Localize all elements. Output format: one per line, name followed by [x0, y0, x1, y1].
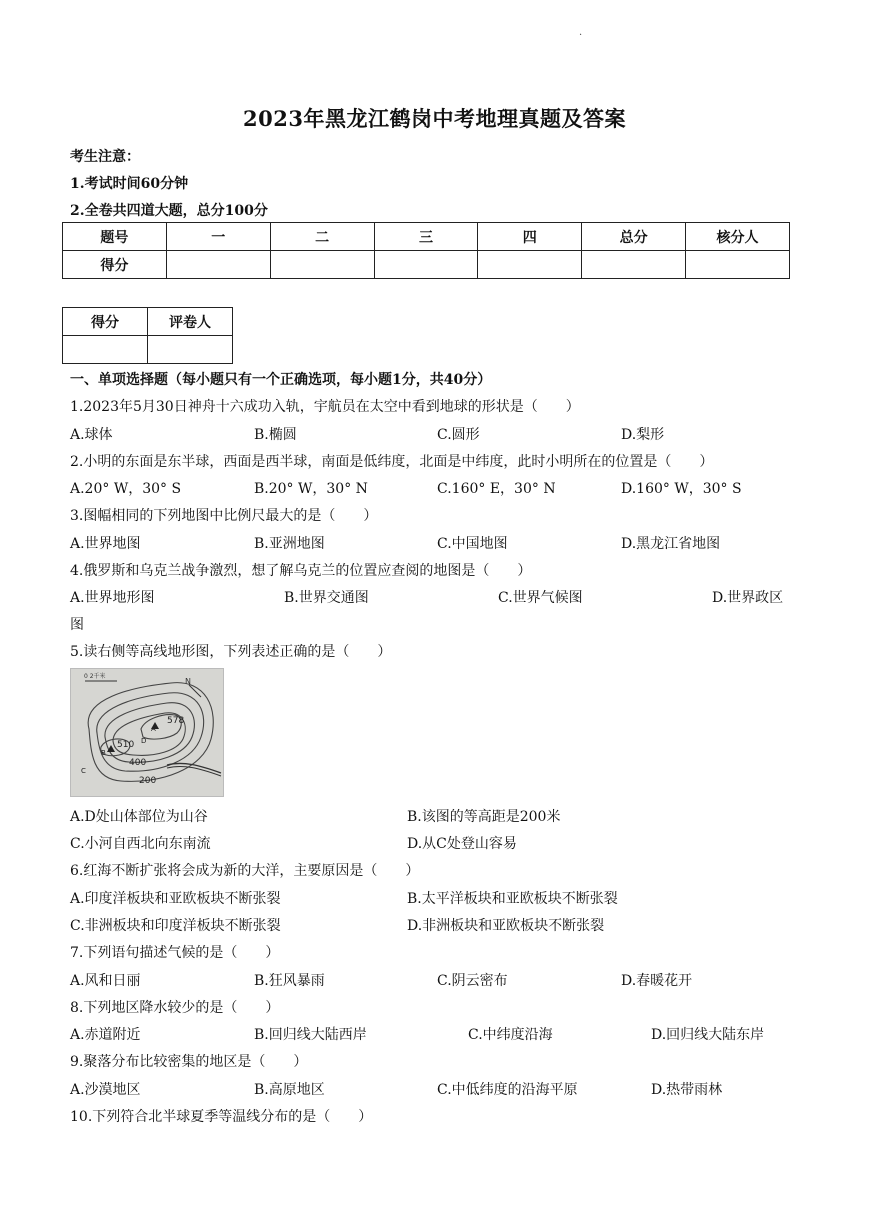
option-c[interactable]: C.世界气候图 [498, 590, 583, 606]
option-d[interactable]: D.梨形 [621, 427, 665, 443]
option-d[interactable]: D.非洲板块和亚欧板块不断张裂 [407, 918, 605, 934]
option-c[interactable]: C.160° E，30° N [437, 481, 556, 497]
option-b[interactable]: B.亚洲地图 [254, 536, 325, 552]
option-d[interactable]: D.160° W，30° S [621, 481, 742, 497]
option-a[interactable]: A.风和日丽 [70, 973, 141, 989]
question-stem: 8.下列地区降水较少的是（ ） [70, 1000, 280, 1016]
option-c[interactable]: C.中低纬度的沿海平原 [437, 1082, 578, 1098]
contour-map-svg [71, 669, 223, 796]
question-stem: 5.读右侧等高线地形图，下列表述正确的是（ ） [70, 644, 392, 660]
question-stem: 6.红海不断扩张将会成为新的大洋，主要原因是（ ） [70, 863, 420, 879]
map-point-b: B [101, 749, 106, 757]
page-title: 2023年黑龙江鹤岗中考地理真题及答案 [243, 106, 626, 131]
question-stem: 1.2023年5月30日神舟十六成功入轨，宇航员在太空中看到地球的形状是（ ） [70, 399, 580, 415]
score-cell[interactable] [166, 251, 270, 279]
question-stem: 7.下列语句描述气候的是（ ） [70, 945, 280, 961]
option-c[interactable]: C.非洲板块和印度洋板块不断张裂 [70, 918, 281, 934]
grader-header-score: 得分 [63, 308, 148, 336]
score-cell[interactable] [686, 251, 790, 279]
question-options [70, 970, 800, 990]
question-stem: 4.俄罗斯和乌克兰战争激烈，想了解乌克兰的位置应查阅的地图是（ ） [70, 563, 532, 579]
option-c[interactable]: C.小河自西北向东南流 [70, 836, 211, 852]
score-header-cell: 二 [270, 223, 374, 251]
option-a[interactable]: A.印度洋板块和亚欧板块不断张裂 [70, 891, 281, 907]
option-b[interactable]: B.高原地区 [254, 1082, 325, 1098]
question-options [70, 833, 800, 853]
option-d[interactable]: D.黑龙江省地图 [621, 536, 721, 552]
grader-name-cell[interactable] [148, 336, 233, 364]
score-cell[interactable] [582, 251, 686, 279]
option-d[interactable]: D.热带雨林 [651, 1082, 723, 1098]
option-a[interactable]: A.20° W，30° S [70, 481, 182, 497]
option-c[interactable]: C.中国地图 [437, 536, 508, 552]
notice-item-2: 2.全卷共四道大题，总分100分 [70, 203, 268, 219]
grader-header-grader: 评卷人 [148, 308, 233, 336]
question-options [70, 1024, 800, 1044]
map-peak2-label: 510 [117, 740, 135, 750]
score-cell[interactable] [270, 251, 374, 279]
option-b[interactable]: B.太平洋板块和亚欧板块不断张裂 [407, 891, 618, 907]
grader-table [62, 307, 233, 364]
option-a[interactable]: A.世界地形图 [70, 590, 155, 606]
option-d[interactable]: D.世界政区 [712, 590, 784, 606]
notice-item-1: 1.考试时间60分钟 [70, 176, 189, 192]
score-cell[interactable] [478, 251, 582, 279]
option-d[interactable]: D.春暖花开 [621, 973, 693, 989]
question-stem: 9.聚落分布比较密集的地区是（ ） [70, 1054, 308, 1070]
map-contour2-label: 200 [139, 776, 157, 786]
score-row-label: 得分 [63, 251, 167, 279]
option-b[interactable]: B.椭圆 [254, 427, 297, 443]
question-stem: 2.小明的东面是东半球，西面是西半球，南面是低纬度，北面是中纬度，此时小明所在的位置是（ ） [70, 454, 714, 470]
score-table [62, 222, 790, 279]
question-options [70, 533, 800, 553]
option-c[interactable]: C.圆形 [437, 427, 480, 443]
map-contour1-label: 400 [129, 758, 147, 768]
map-north-label: N [185, 677, 191, 686]
score-header-cell: 四 [478, 223, 582, 251]
contour-map-figure [70, 668, 224, 797]
map-scale-label: 0 2千米 [84, 673, 106, 680]
score-header-cell: 三 [374, 223, 478, 251]
option-d[interactable]: D.回归线大陆东岸 [651, 1027, 765, 1043]
question-stem: 10.下列符合北半球夏季等温线分布的是（ ） [70, 1109, 373, 1125]
option-b[interactable]: B.回归线大陆西岸 [254, 1027, 367, 1043]
score-header-cell: 核分人 [686, 223, 790, 251]
option-b[interactable]: B.世界交通图 [284, 590, 369, 606]
question-options [70, 424, 800, 444]
question-options [70, 888, 800, 908]
score-cell[interactable] [374, 251, 478, 279]
question-options [70, 1079, 800, 1099]
question-stem: 3.图幅相同的下列地图中比例尺最大的是（ ） [70, 508, 378, 524]
grader-score-cell[interactable] [63, 336, 148, 364]
section-heading: 一、单项选择题（每小题只有一个正确选项，每小题1分，共40分） [70, 372, 492, 388]
map-point-d: D [141, 737, 147, 745]
option-c[interactable]: C.中纬度沿海 [468, 1027, 553, 1043]
score-header-cell: 一 [166, 223, 270, 251]
question-options [70, 915, 800, 935]
option-a[interactable]: A.赤道附近 [70, 1027, 141, 1043]
question-options [70, 587, 800, 607]
map-point-c: C [81, 767, 86, 775]
option-a[interactable]: A.D处山体部位为山谷 [70, 809, 208, 825]
option-a[interactable]: A.沙漠地区 [70, 1082, 141, 1098]
option-b[interactable]: B.该图的等高距是200米 [407, 809, 561, 825]
option-a[interactable]: A.球体 [70, 427, 113, 443]
option-a[interactable]: A.世界地图 [70, 536, 141, 552]
option-b[interactable]: B.20° W，30° N [254, 481, 368, 497]
notice-heading: 考生注意： [70, 149, 140, 165]
map-point-a: A [151, 725, 156, 733]
header-dot: · [579, 30, 583, 41]
score-header-cell: 题号 [63, 223, 167, 251]
question-options [70, 478, 800, 498]
option-d-wrap: 图 [70, 617, 84, 633]
map-peak1-label: 578 [167, 716, 185, 726]
option-b[interactable]: B.狂风暴雨 [254, 973, 325, 989]
score-header-cell: 总分 [582, 223, 686, 251]
question-options [70, 806, 800, 826]
option-d[interactable]: D.从C处登山容易 [407, 836, 517, 852]
option-c[interactable]: C.阴云密布 [437, 973, 508, 989]
